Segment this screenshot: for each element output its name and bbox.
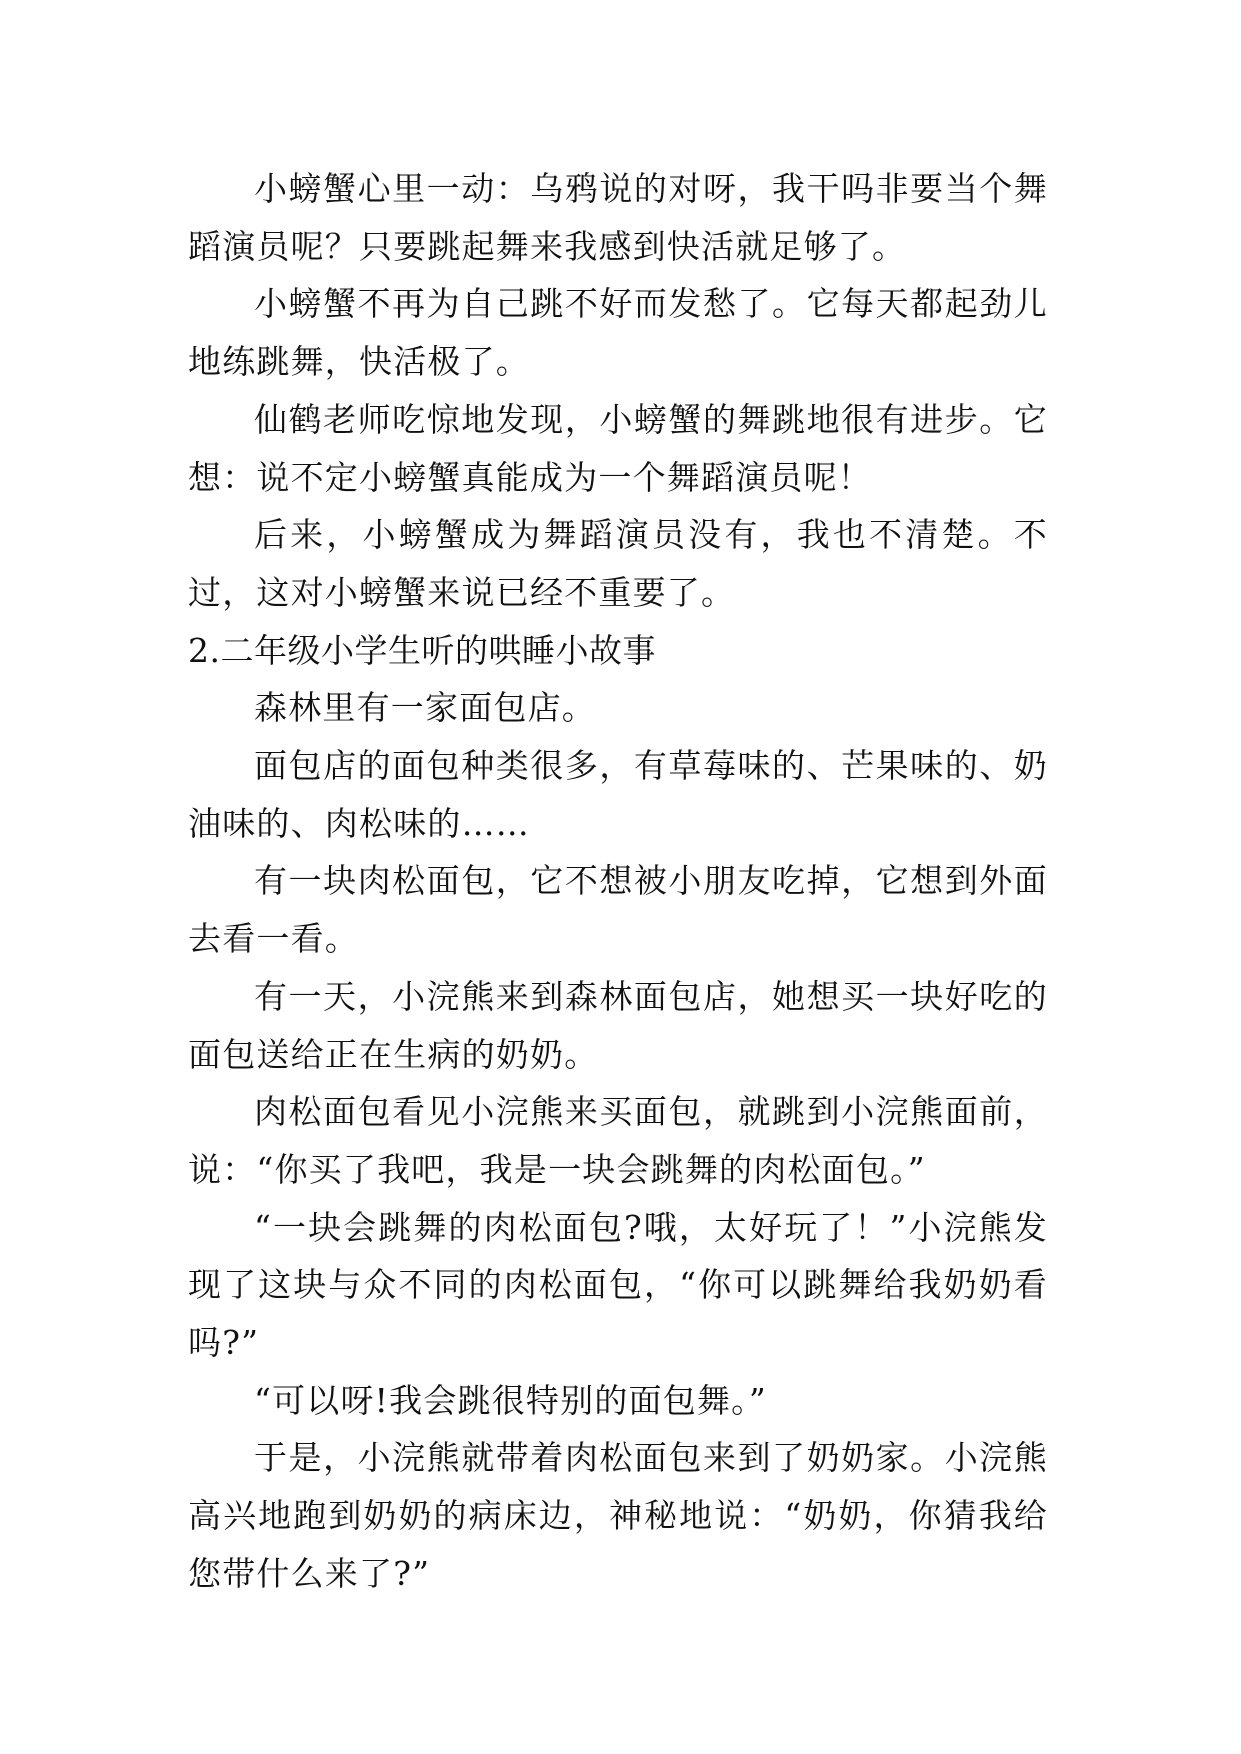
document-body (188, 160, 1048, 1603)
paragraph: “一块会跳舞的肉松面包?哦，太好玩了！”小浣熊发现了这块与众不同的肉松面包，“你可以跳舞给我奶奶看吗?” (188, 1207, 1048, 1363)
paragraph: 小螃蟹心里一动：乌鸦说的对呀，我干吗非要当个舞蹈演员呢？只要跳起舞来我感到快活就足够了。 (188, 169, 1048, 266)
paragraph: 肉松面包看见小浣熊来买面包，就跳到小浣熊面前，说：“你买了我吧，我是一块会跳舞的肉松面包。” (188, 1092, 1048, 1189)
paragraph: 有一块肉松面包，它不想被小朋友吃掉，它想到外面去看一看。 (188, 861, 1048, 959)
paragraph: 有一天，小浣熊来到森林面包店，她想买一块好吃的面包送给正在生病的奶奶。 (188, 976, 1048, 1074)
paragraph: 仙鹤老师吃惊地发现，小螃蟹的舞跳地很有进步。它想：说不定小螃蟹真能成为一个舞蹈演员呢！ (188, 399, 1048, 497)
section-heading: 2.二年级小学生听的哄睡小故事 (188, 630, 656, 670)
paragraph: “可以呀!我会跳很特别的面包舞。” (254, 1380, 767, 1420)
paragraph: 森林里有一家面包店。 (254, 688, 596, 728)
paragraph: 于是，小浣熊就带着肉松面包来到了奶奶家。小浣熊高兴地跑到奶奶的病床边，神秘地说：“奶奶，你猜我给您带什么来了?” (188, 1438, 1048, 1593)
paragraph: 后来，小螃蟹成为舞蹈演员没有，我也不清楚。不过，这对小螃蟹来说已经不重要了。 (188, 515, 1048, 612)
paragraph: 面包店的面包种类很多，有草莓味的、芒果味的、奶油味的、肉松味的…… (188, 746, 1048, 843)
paragraph: 小螃蟹不再为自己跳不好而发愁了。它每天都起劲儿地练跳舞，快活极了。 (188, 284, 1048, 382)
